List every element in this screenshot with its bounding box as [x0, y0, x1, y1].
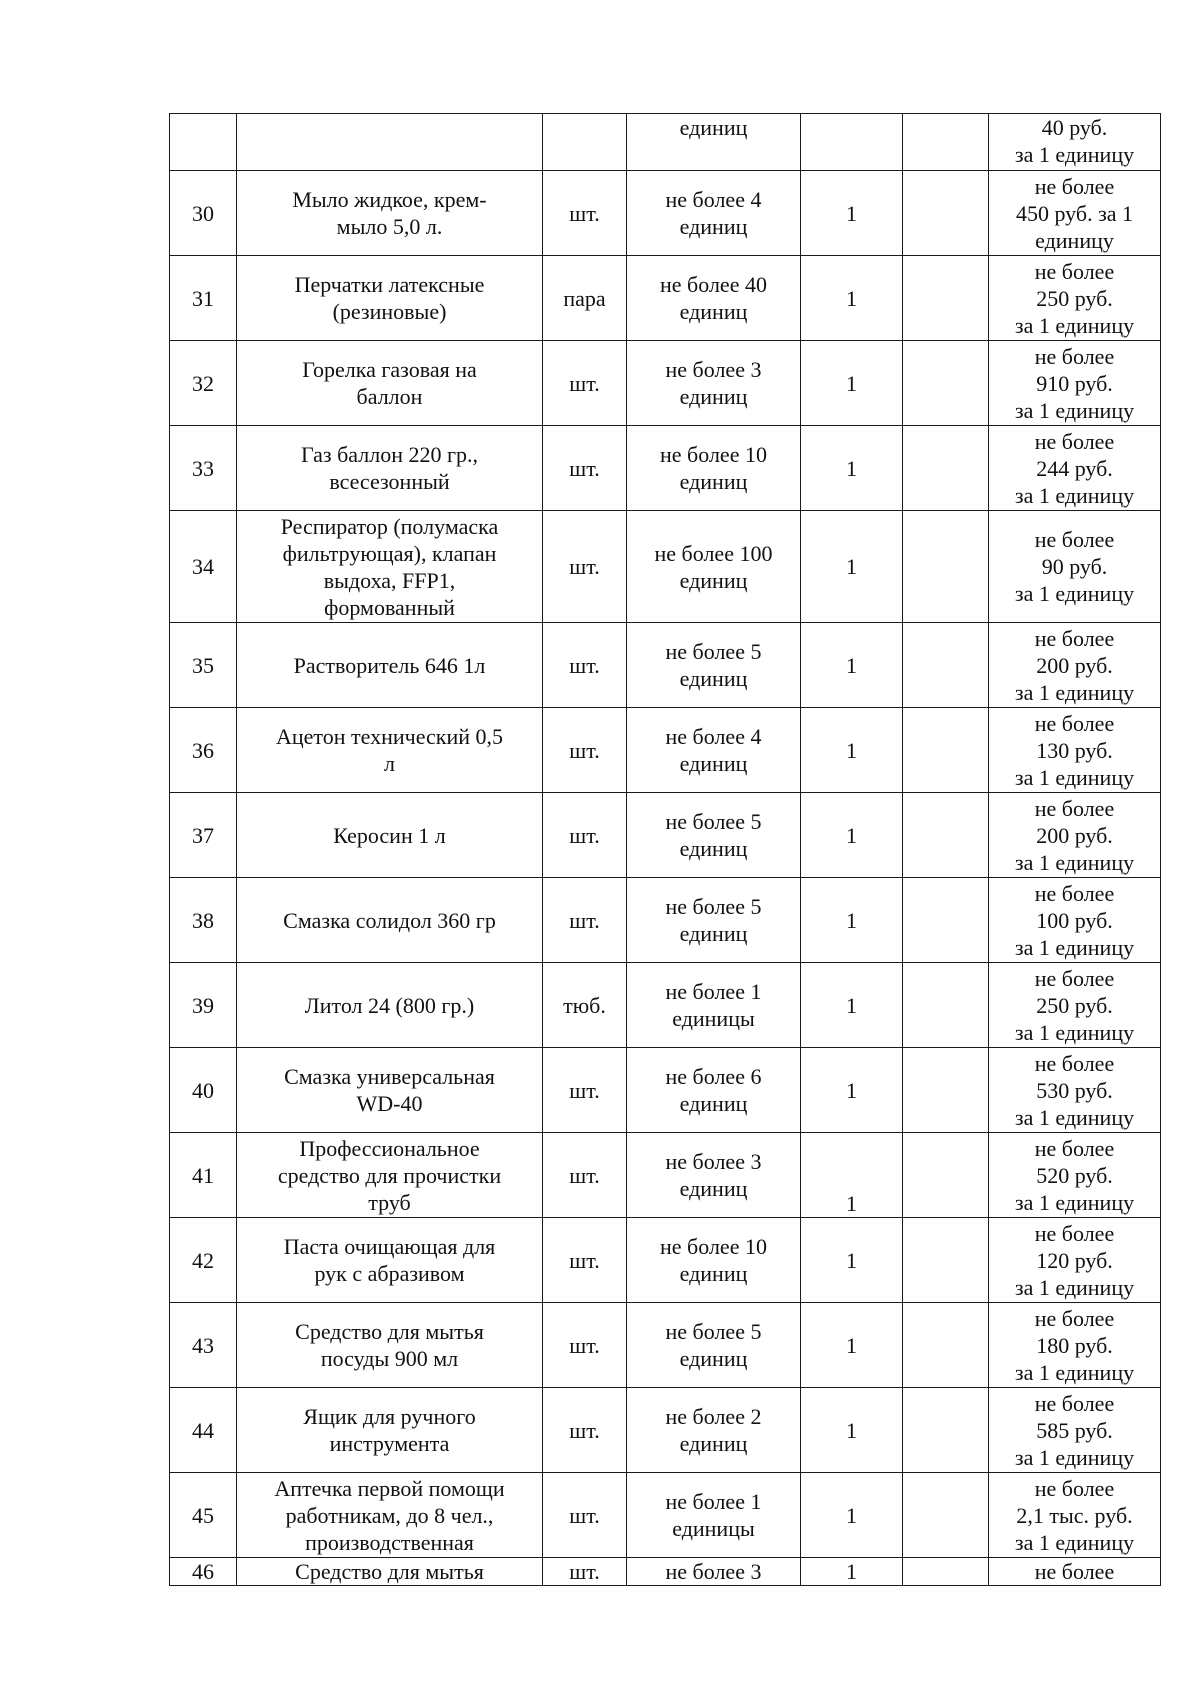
row-number-cell: 45 — [170, 1473, 237, 1558]
cell-line: единиц — [679, 469, 748, 494]
quantity-cell — [627, 1303, 801, 1388]
cell-line: единицу — [1035, 227, 1114, 253]
price-cell — [989, 511, 1161, 623]
cell-line: Профессиональное — [299, 1135, 480, 1161]
count-cell: 1 — [801, 1388, 903, 1473]
price-cell — [989, 426, 1161, 511]
quantity-cell — [627, 1048, 801, 1133]
item-name-cell — [237, 708, 543, 793]
cell-line: не более — [1034, 795, 1115, 821]
cell-line: единиц — [679, 1431, 748, 1456]
cell-line: за 1 единицу — [1014, 482, 1135, 508]
cell-line: 910 руб. — [1036, 370, 1113, 396]
cell-line: не более — [1034, 1390, 1115, 1416]
cell-line: не более — [1034, 965, 1115, 991]
count-cell — [801, 114, 903, 171]
price-cell — [989, 1473, 1161, 1558]
empty-cell — [903, 511, 989, 623]
count-cell: 1 — [801, 511, 903, 623]
cell-line: за 1 единицу — [1014, 312, 1135, 338]
cell-line: за 1 единицу — [1014, 1104, 1135, 1130]
quantity-cell — [627, 1388, 801, 1473]
cell-line: не более — [1034, 880, 1115, 906]
cell-line: не более — [1034, 1305, 1115, 1331]
cell-line: 180 руб. — [1036, 1332, 1113, 1358]
quantity-cell — [627, 1558, 801, 1586]
item-name-cell — [237, 1558, 543, 1586]
empty-cell — [903, 1048, 989, 1133]
cell-line: не более — [1034, 625, 1115, 651]
row-number-cell: 37 — [170, 793, 237, 878]
cell-line: труб — [368, 1189, 411, 1215]
unit-cell: шт. — [543, 426, 627, 511]
item-name-cell — [237, 878, 543, 963]
quantity-cell — [627, 114, 801, 171]
cell-line: фильтрующая), клапан — [282, 540, 497, 566]
cell-line: мыло 5,0 л. — [336, 214, 443, 239]
cell-line: 2,1 тыс. руб. — [1016, 1502, 1133, 1528]
cell-line: не более 5 — [665, 809, 762, 834]
cell-line: 244 руб. — [1036, 455, 1113, 481]
cell-line: не более — [1034, 527, 1115, 552]
empty-cell — [903, 963, 989, 1048]
price-cell — [989, 256, 1161, 341]
cell-line: Средство для мытья — [295, 1559, 484, 1584]
cell-line: л — [384, 751, 395, 776]
count-cell: 1 — [801, 1218, 903, 1303]
cell-line: не более 5 — [665, 639, 762, 664]
empty-cell — [903, 793, 989, 878]
quantity-cell — [627, 1218, 801, 1303]
count-cell: 1 — [801, 793, 903, 878]
table-row — [170, 1303, 1161, 1388]
item-name-cell — [237, 1473, 543, 1558]
price-cell — [989, 1133, 1161, 1218]
price-cell — [989, 793, 1161, 878]
cell-line: единиц — [679, 567, 748, 593]
item-name-cell — [237, 623, 543, 708]
cell-line: не более — [1034, 1135, 1115, 1161]
row-number-cell: 31 — [170, 256, 237, 341]
item-name-cell — [237, 793, 543, 878]
cell-line: производственная — [305, 1529, 474, 1555]
empty-cell — [903, 1558, 989, 1586]
price-cell — [989, 114, 1161, 171]
row-number-cell: 41 — [170, 1133, 237, 1218]
price-cell — [989, 1048, 1161, 1133]
cell-line: за 1 единицу — [1014, 1189, 1135, 1215]
count-cell: 1 — [801, 1133, 903, 1218]
unit-cell — [543, 114, 627, 171]
item-name-cell — [237, 1388, 543, 1473]
item-name-cell — [237, 426, 543, 511]
cell-line: работникам, до 8 чел., — [285, 1502, 494, 1528]
unit-cell: шт. — [543, 708, 627, 793]
item-name-cell — [237, 114, 543, 171]
cell-line: за 1 единицу — [1014, 764, 1135, 790]
cell-line: за 1 единицу — [1014, 397, 1135, 423]
cell-line: Мыло жидкое, крем- — [292, 187, 487, 212]
cell-line: за 1 единицу — [1014, 1444, 1135, 1470]
row-number-cell: 38 — [170, 878, 237, 963]
quantity-cell — [627, 256, 801, 341]
count-cell: 1 — [801, 963, 903, 1048]
price-cell — [989, 878, 1161, 963]
unit-cell: шт. — [543, 341, 627, 426]
cell-line: 200 руб. — [1036, 652, 1113, 678]
cell-line: не более 2 — [665, 1404, 762, 1429]
item-name-cell — [237, 171, 543, 256]
item-name-cell — [237, 1218, 543, 1303]
cell-line: единиц — [679, 751, 748, 776]
quantity-cell — [627, 963, 801, 1048]
price-cell — [989, 1388, 1161, 1473]
cell-line: (резиновые) — [332, 299, 447, 324]
cell-line: Ацетон технический 0,5 — [275, 724, 504, 749]
cell-line: всесезонный — [329, 469, 450, 494]
cell-line: Респиратор (полумаска — [280, 513, 499, 539]
cell-line: Ящик для ручного — [303, 1404, 476, 1429]
unit-cell: шт. — [543, 623, 627, 708]
item-name-cell — [237, 963, 543, 1048]
cell-line: посуды 900 мл — [320, 1346, 459, 1371]
cell-line: 100 руб. — [1036, 907, 1113, 933]
table-row — [170, 623, 1161, 708]
price-cell — [989, 341, 1161, 426]
empty-cell — [903, 114, 989, 171]
row-number-cell: 39 — [170, 963, 237, 1048]
cell-line: единиц — [679, 1346, 748, 1371]
price-cell — [989, 1558, 1161, 1586]
quantity-cell — [627, 426, 801, 511]
count-cell: 1 — [801, 1303, 903, 1388]
empty-cell — [903, 426, 989, 511]
cell-line: не более — [1034, 1050, 1115, 1076]
cell-line: Смазка универсальная — [284, 1064, 495, 1089]
quantity-cell — [627, 1473, 801, 1558]
price-cell — [989, 963, 1161, 1048]
unit-cell: шт. — [543, 1133, 627, 1218]
count-cell: 1 — [801, 426, 903, 511]
cell-line: единиц — [679, 836, 748, 861]
cell-line: Аптечка первой помощи — [274, 1475, 505, 1501]
row-number-cell: 35 — [170, 623, 237, 708]
unit-cell: шт. — [543, 793, 627, 878]
table-row — [170, 511, 1161, 623]
count-cell: 1 — [801, 171, 903, 256]
empty-cell — [903, 708, 989, 793]
price-cell — [989, 1303, 1161, 1388]
cell-line: за 1 единицу — [1014, 1274, 1135, 1300]
cell-line: 585 руб. — [1036, 1417, 1113, 1443]
cell-line: единиц — [679, 921, 748, 946]
cell-line: единиц — [679, 214, 748, 239]
table-row — [170, 1048, 1161, 1133]
count-cell: 1 — [801, 878, 903, 963]
price-cell — [989, 708, 1161, 793]
quantity-cell — [627, 1133, 801, 1218]
cell-line: за 1 единицу — [1014, 142, 1135, 167]
cell-line: единицы — [672, 1516, 755, 1541]
empty-cell — [903, 341, 989, 426]
cell-line: Керосин 1 л — [333, 822, 446, 848]
cell-line: не более — [1034, 1475, 1115, 1501]
cell-line: Газ баллон 220 гр., — [300, 442, 479, 467]
cell-line: единицы — [672, 1006, 755, 1031]
row-number-cell: 44 — [170, 1388, 237, 1473]
unit-cell: шт. — [543, 511, 627, 623]
cell-line: 520 руб. — [1036, 1162, 1113, 1188]
row-number-cell: 30 — [170, 171, 237, 256]
cell-line: не более 100 — [654, 540, 773, 566]
cell-line: единиц — [679, 1091, 748, 1116]
cell-line: 450 руб. за 1 — [1015, 200, 1134, 226]
cell-line: 200 руб. — [1036, 822, 1113, 848]
item-name-cell — [237, 1303, 543, 1388]
empty-cell — [903, 256, 989, 341]
count-cell: 1 — [801, 256, 903, 341]
cell-line: не более 10 — [660, 442, 767, 467]
cell-line: единиц — [679, 1176, 748, 1201]
cell-line: 130 руб. — [1036, 737, 1113, 763]
cell-line: не более 40 — [660, 272, 767, 297]
unit-cell: шт. — [543, 1558, 627, 1586]
table-row — [170, 1473, 1161, 1558]
cell-line: за 1 единицу — [1014, 1529, 1135, 1555]
item-name-cell — [237, 1133, 543, 1218]
empty-cell — [903, 1218, 989, 1303]
cell-line: не более — [1034, 428, 1115, 454]
cell-line: не более — [1034, 1559, 1115, 1584]
cell-line: рук с абразивом — [314, 1261, 465, 1286]
empty-cell — [903, 623, 989, 708]
row-number-cell — [170, 114, 237, 171]
quantity-cell — [627, 511, 801, 623]
cell-line: Смазка солидол 360 гр — [283, 907, 496, 933]
table-row — [170, 114, 1161, 171]
table-row — [170, 256, 1161, 341]
cell-line: единиц — [679, 666, 748, 691]
table-row — [170, 878, 1161, 963]
count-cell: 1 — [801, 1558, 903, 1586]
cell-line: не более 3 — [665, 357, 762, 382]
cell-line: единиц — [679, 115, 748, 140]
cell-line: не более 1 — [665, 1489, 762, 1514]
row-number-cell: 36 — [170, 708, 237, 793]
cell-line: 90 руб. — [1041, 554, 1108, 579]
cell-line: не более — [1034, 173, 1115, 199]
cell-line: единиц — [679, 1261, 748, 1286]
cell-line: WD-40 — [356, 1091, 423, 1116]
cell-line: не более 1 — [665, 979, 762, 1004]
item-name-cell — [237, 1048, 543, 1133]
cell-line: 250 руб. — [1036, 285, 1113, 311]
empty-cell — [903, 171, 989, 256]
cell-line: 120 руб. — [1036, 1247, 1113, 1273]
cell-line: Горелка газовая на — [302, 357, 477, 382]
cell-line: за 1 единицу — [1014, 679, 1135, 705]
row-number-cell: 42 — [170, 1218, 237, 1303]
unit-cell: шт. — [543, 1218, 627, 1303]
cell-line: единиц — [679, 384, 748, 409]
quantity-cell — [627, 623, 801, 708]
table-row — [170, 171, 1161, 256]
cell-line: Средство для мытья — [295, 1319, 484, 1344]
cell-line: формованный — [324, 594, 455, 620]
cell-line: не более 3 — [665, 1559, 762, 1584]
quantity-cell — [627, 793, 801, 878]
cell-line: не более — [1034, 343, 1115, 369]
cell-line: 530 руб. — [1036, 1077, 1113, 1103]
cell-line: не более 5 — [665, 894, 762, 919]
cell-line: не более 3 — [665, 1149, 762, 1174]
row-number-cell: 46 — [170, 1558, 237, 1586]
empty-cell — [903, 878, 989, 963]
row-number-cell: 40 — [170, 1048, 237, 1133]
empty-cell — [903, 1388, 989, 1473]
table-row — [170, 1133, 1161, 1218]
cell-line: выдоха, FFP1, — [323, 567, 456, 593]
unit-cell: пара — [543, 256, 627, 341]
unit-cell: тюб. — [543, 963, 627, 1048]
empty-cell — [903, 1303, 989, 1388]
price-cell — [989, 171, 1161, 256]
item-name-cell — [237, 256, 543, 341]
unit-cell: шт. — [543, 878, 627, 963]
cell-line: единиц — [679, 299, 748, 324]
table-row — [170, 1558, 1161, 1586]
cell-line: не более — [1034, 1220, 1115, 1246]
cell-line: не более — [1034, 258, 1115, 284]
cell-line: Литол 24 (800 гр.) — [304, 992, 475, 1018]
item-name-cell — [237, 341, 543, 426]
unit-cell: шт. — [543, 1388, 627, 1473]
cell-line: Паста очищающая для — [283, 1234, 496, 1259]
empty-cell — [903, 1133, 989, 1218]
count-cell: 1 — [801, 623, 903, 708]
count-cell: 1 — [801, 341, 903, 426]
items-table-body — [170, 114, 1161, 1586]
cell-line: не более 5 — [665, 1319, 762, 1344]
cell-line: Перчатки латексные — [294, 272, 485, 297]
table-row — [170, 1218, 1161, 1303]
cell-line: не более 10 — [660, 1234, 767, 1259]
count-cell: 1 — [801, 1473, 903, 1558]
table-row — [170, 1388, 1161, 1473]
cell-line: не более 4 — [665, 187, 762, 212]
quantity-cell — [627, 341, 801, 426]
count-cell: 1 — [801, 708, 903, 793]
cell-line: 250 руб. — [1036, 992, 1113, 1018]
row-number-cell: 32 — [170, 341, 237, 426]
cell-line: за 1 единицу — [1014, 1359, 1135, 1385]
price-cell — [989, 1218, 1161, 1303]
empty-cell — [903, 1473, 989, 1558]
cell-line: средство для прочистки — [277, 1162, 502, 1188]
quantity-cell — [627, 878, 801, 963]
items-table — [169, 113, 1161, 1586]
unit-cell: шт. — [543, 1048, 627, 1133]
cell-line: не более — [1034, 710, 1115, 736]
cell-line: не более 4 — [665, 724, 762, 749]
cell-line: не более 6 — [665, 1064, 762, 1089]
table-row — [170, 963, 1161, 1048]
cell-line: за 1 единицу — [1014, 849, 1135, 875]
cell-line: инструмента — [329, 1431, 450, 1456]
item-name-cell — [237, 511, 543, 623]
count-cell: 1 — [801, 1048, 903, 1133]
unit-cell: шт. — [543, 1303, 627, 1388]
row-number-cell: 34 — [170, 511, 237, 623]
table-row — [170, 708, 1161, 793]
table-row — [170, 793, 1161, 878]
unit-cell: шт. — [543, 1473, 627, 1558]
cell-line: 40 руб. — [1041, 115, 1108, 140]
table-row — [170, 426, 1161, 511]
cell-line: за 1 единицу — [1014, 581, 1135, 606]
cell-line: баллон — [356, 384, 423, 409]
cell-line: Растворитель 646 1л — [293, 652, 486, 678]
table-row — [170, 341, 1161, 426]
cell-line: за 1 единицу — [1014, 934, 1135, 960]
row-number-cell: 33 — [170, 426, 237, 511]
row-number-cell: 43 — [170, 1303, 237, 1388]
price-cell — [989, 623, 1161, 708]
quantity-cell — [627, 708, 801, 793]
unit-cell: шт. — [543, 171, 627, 256]
cell-line: за 1 единицу — [1014, 1019, 1135, 1045]
quantity-cell — [627, 171, 801, 256]
